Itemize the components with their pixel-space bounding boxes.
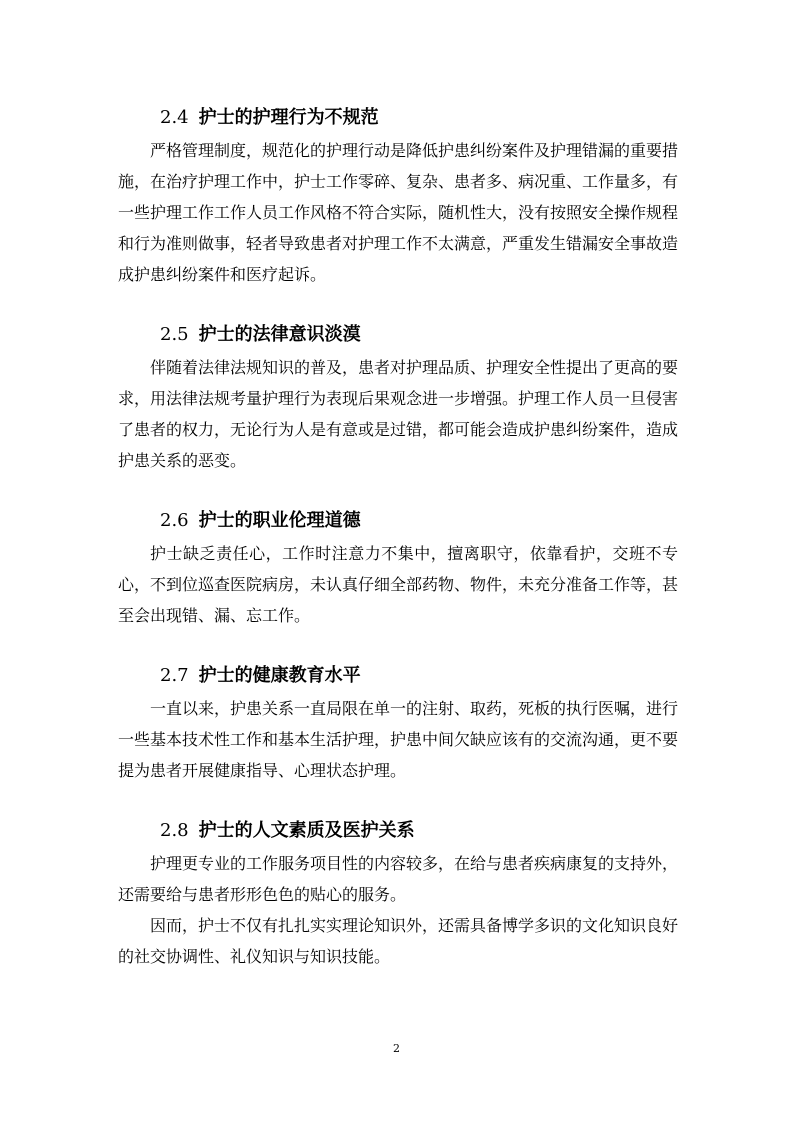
section-number: 2.4 xyxy=(160,107,189,128)
paragraph: 护士缺乏责任心，工作时注意力不集中，擅离职守，依靠看护，交班不专心，不到位巡查医院病房，未认真仔细全部药物、物件，未充分准备工作等，甚至会出现错、漏、忘工作。 xyxy=(118,544,679,625)
section-title: 护士的健康教育水平 xyxy=(198,665,361,686)
section-2-6 xyxy=(118,504,678,631)
paragraph: 一直以来，护患关系一直局限在单一的注射、取药，死板的执行医嘱，进行一些基本技术性工作和基本生活护理，护患中间欠缺应该有的交流沟通，更不要提为患者开展健康指导、心理状态护理。 xyxy=(118,699,679,780)
page-number: 2 xyxy=(393,1042,400,1055)
section-heading xyxy=(118,814,678,848)
paragraph: 伴随着法律法规知识的普及，患者对护理品质、护理安全性提出了更高的要求，用法律法规考量护理行为表现后果观念进一步增强。护理工作人员一旦侵害了患者的权力，无论行为人是有意或是过错，都可能会造成护患纠纷案件，造成护患关系的恶变。 xyxy=(118,358,679,470)
section-number: 2.7 xyxy=(160,665,189,686)
section-heading xyxy=(118,101,678,135)
section-number: 2.8 xyxy=(160,820,189,841)
section-title: 护士的护理行为不规范 xyxy=(198,107,379,128)
section-title: 护士的法律意识淡漠 xyxy=(198,324,361,345)
section-heading xyxy=(118,504,678,538)
section-2-8 xyxy=(118,814,678,972)
paragraph: 护理更专业的工作服务项目性的内容较多，在给与患者疾病康复的支持外，还需要给与患者形形色色的贴心的服务。 xyxy=(118,854,679,904)
paragraph: 因而，护士不仅有扎扎实实理论知识外，还需具备博学多识的文化知识良好的社交协调性、礼仪知识与知识技能。 xyxy=(118,916,679,966)
paragraph: 严格管理制度，规范化的护理行动是降低护患纠纷案件及护理错漏的重要措施，在治疗护理工作中，护士工作零碎、复杂、患者多、病况重、工作量多，有一些护理工作工作人员工作风格不符合实际，随机性大，没有按照安全操作规程和行为准则做事，轻者导致患者对护理工作不太满意，严重发生错漏安全事故造成护患纠纷案件和医疗起诉。 xyxy=(118,141,679,284)
section-2-4 xyxy=(118,101,678,290)
section-title: 护士的人文素质及医护关系 xyxy=(198,820,415,841)
section-number: 2.6 xyxy=(160,510,189,531)
section-2-7 xyxy=(118,659,678,786)
section-number: 2.5 xyxy=(160,324,189,345)
section-heading xyxy=(118,318,678,352)
section-heading xyxy=(118,659,678,693)
section-2-5 xyxy=(118,318,678,476)
section-title: 护士的职业伦理道德 xyxy=(198,510,361,531)
